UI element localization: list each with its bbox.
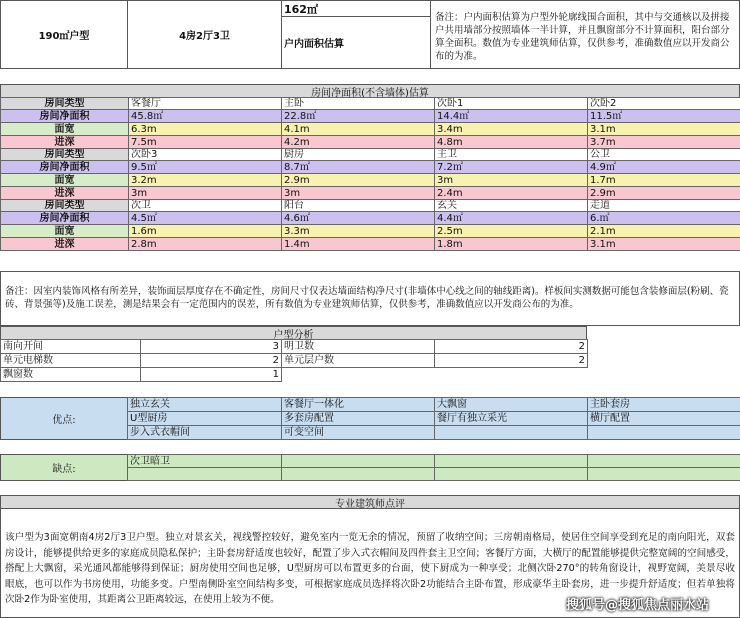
row-label: 进深	[1, 187, 129, 200]
row-label: 房间净面积	[1, 161, 129, 174]
unit-size-label: 190㎡户型	[38, 31, 90, 42]
room-name: 次卫	[129, 200, 282, 212]
room-area: 11.5㎡	[588, 110, 740, 123]
room-depth: 4.2m	[282, 136, 435, 149]
cons-item	[282, 455, 435, 468]
area-label-cell	[281, 16, 431, 69]
analysis-row	[1, 368, 588, 382]
room-name: 阳台	[282, 200, 435, 212]
rooms-note	[0, 271, 740, 326]
room-area-row	[1, 212, 740, 225]
rooms-note-text: 备注：因室内装饰风格有所差异，装饰面层厚度存在不确定性，房间尺寸仅表达墙面结构净尺寸(非墙体中心线之间的轴线距离)。样板间实测数据可能包含装修面层(粉刷、瓷砖、背景强等)及施工误差，测是结果会有一定范围内的误差，所有数值为专业建筑师估算，仅供参考，准确数值应以开发商公布的为准。	[5, 286, 729, 310]
analysis-title	[0, 326, 587, 340]
pros-row	[128, 412, 740, 426]
cons-row	[128, 468, 740, 481]
row-label: 进深	[1, 238, 129, 251]
unit-size-cell	[0, 0, 128, 69]
room-depth: 4.8m	[435, 136, 588, 149]
room-width: 1.7m	[588, 174, 740, 187]
pros-item: 独立玄关	[128, 398, 282, 412]
room-width: 3.2m	[129, 174, 282, 187]
watermark	[566, 594, 709, 613]
analysis-table	[0, 339, 588, 382]
pros-label: 优点:	[52, 415, 76, 426]
room-area: 14.4㎡	[435, 110, 588, 123]
room-name: 公卫	[588, 149, 740, 161]
room-area: 9.5㎡	[129, 161, 282, 174]
analysis-row	[1, 354, 588, 368]
analysis-value: 3	[141, 340, 282, 354]
pros-table	[127, 397, 740, 440]
cons-item	[282, 468, 435, 481]
room-name: 主卫	[435, 149, 588, 161]
room-area: 4.4㎡	[435, 212, 588, 225]
analysis-title-text: 户型分析	[273, 329, 314, 341]
room-depth: 2.4m	[435, 187, 588, 200]
cons-item: 次卫暗卫	[128, 455, 282, 468]
area-note-text: 备注：户内面积估算为户型外轮廓线围合面积，其中与交通核以及拼接户共用墙部分按照墙体一半计算，并且飘窗部分不计算面积，阳台部分算全面积。数值为专业建筑师估算，仅供参考，准确数值应以开发商公布的为准。	[435, 12, 730, 62]
row-label: 进深	[1, 136, 129, 149]
row-label: 房间净面积	[1, 110, 129, 123]
room-width: 2.9m	[282, 174, 435, 187]
room-depth-row	[1, 238, 740, 251]
pros-item: U型厨房	[128, 412, 282, 426]
pros-label-cell	[0, 397, 128, 440]
room-width: 3m	[435, 174, 588, 187]
analysis-value: 2	[141, 354, 282, 368]
room-width-row	[1, 123, 740, 136]
analysis-value: 2	[435, 340, 588, 354]
room-name: 次卧3	[129, 149, 282, 161]
area-label: 户内面积估算	[284, 39, 344, 50]
cons-item	[435, 455, 588, 468]
pros-item: 大飘窗	[435, 398, 588, 412]
layout-label: 4房2厅3卫	[179, 31, 230, 42]
room-width: 1.6m	[129, 225, 282, 238]
room-area: 22.8㎡	[282, 110, 435, 123]
room-area: 4.6㎡	[282, 212, 435, 225]
review-title-text: 专业建筑师点评	[335, 498, 405, 510]
analysis-value: 1	[141, 368, 282, 382]
row-label: 面宽	[1, 123, 129, 136]
analysis-label: 单元层户数	[282, 354, 435, 368]
pros-row	[128, 426, 740, 440]
pros-item: 可变空间	[282, 426, 435, 440]
pros-item: 步入式衣帽间	[128, 426, 282, 440]
room-width: 3.1m	[588, 123, 740, 136]
cons-item	[128, 468, 282, 481]
row-label: 面宽	[1, 174, 129, 187]
row-label: 房间净面积	[1, 212, 129, 225]
pros-item: 多套房配置	[282, 412, 435, 426]
area-value: 162㎡	[284, 2, 318, 16]
room-width: 4.1m	[282, 123, 435, 136]
room-name: 主卧	[282, 98, 435, 110]
cons-label: 缺点:	[52, 464, 76, 475]
room-width-row	[1, 225, 740, 238]
room-depth: 3.7m	[588, 136, 740, 149]
room-depth: 1.8m	[435, 238, 588, 251]
row-label: 房间类型	[1, 200, 129, 212]
room-name: 次卧2	[588, 98, 740, 110]
pros-item: 餐厅有独立采光	[435, 412, 588, 426]
room-depth: 1.4m	[282, 238, 435, 251]
cons-row	[128, 455, 740, 468]
cons-item	[435, 468, 588, 481]
room-area: 6.㎡	[588, 212, 740, 225]
analysis-row	[1, 340, 588, 354]
room-area-row	[1, 110, 740, 123]
room-area-row	[1, 161, 740, 174]
analysis-value: 2	[435, 354, 588, 368]
rooms-table	[0, 97, 740, 251]
analysis-label: 南向开间	[1, 340, 141, 354]
pros-item: 横厅配置	[588, 412, 740, 426]
room-area: 45.8㎡	[129, 110, 282, 123]
watermark-text: 搜狐号@搜狐焦点丽水站	[566, 598, 710, 613]
room-type-row	[1, 200, 740, 212]
pros-item	[588, 426, 740, 440]
empty-cell	[282, 368, 588, 382]
review-text: 该户型为3面宽朝南4房2厅3卫户型。独立对景玄关，视线警控较好，避免室内一览无余的情况，预留了收纳空间；三房朝南格局，使居住空间享受到充足的南向阳光，双套房设计，能够提供给更多的家庭成员隐私保护；主卧套房舒适度也较好，配置了步入式衣帽间及四件套主卫空间；客餐厅方面，大横厅的配置能够提供完整宽阔的空间感受，搭配上大飘窗，采光通风都能够得到保证；厨房使用空间也足够，U型厨房可以布置更多的台面，使下厨成为一种享受；北侧次卧270°的转角窗设计，视野宽阔，美景尽收眼底，也可以作为书房使用，功能多变。户型南侧卧室空间结构多变，可根据家庭成员选择将次卧2功能结合主卧布置，形成豪华主卧套房，进一步提升舒适度；但若单独将次卧2作为卧室使用，其距离公卫距离较远，在使用上较为不便。	[5, 532, 735, 606]
pros-item	[435, 426, 588, 440]
room-width: 3.4m	[435, 123, 588, 136]
area-value-cell	[281, 0, 431, 17]
room-depth: 2.8m	[129, 238, 282, 251]
room-name: 客餐厅	[129, 98, 282, 110]
analysis-label: 明卫数	[282, 340, 435, 354]
rooms-title-text: 房间净面积(不含墙体)估算	[311, 87, 429, 99]
room-name: 走道	[588, 200, 740, 212]
room-area: 4.9㎡	[588, 161, 740, 174]
room-name: 厨房	[282, 149, 435, 161]
cons-item	[588, 468, 740, 481]
cons-table	[127, 454, 740, 481]
room-depth-row	[1, 136, 740, 149]
area-note	[430, 0, 740, 69]
room-name: 次卧1	[435, 98, 588, 110]
room-depth: 2.9m	[588, 187, 740, 200]
room-area: 7.2㎡	[435, 161, 588, 174]
cons-item	[588, 455, 740, 468]
room-depth: 3m	[129, 187, 282, 200]
analysis-label: 单元电梯数	[1, 354, 141, 368]
row-label: 房间类型	[1, 98, 129, 110]
analysis-label: 飘窗数	[1, 368, 141, 382]
room-width-row	[1, 174, 740, 187]
room-type-row	[1, 98, 740, 110]
room-depth: 3m	[282, 187, 435, 200]
cons-label-cell	[0, 454, 128, 481]
review-title	[0, 495, 740, 509]
row-label: 面宽	[1, 225, 129, 238]
room-depth: 3.1m	[588, 238, 740, 251]
room-depth-row	[1, 187, 740, 200]
rooms-title	[0, 84, 740, 98]
room-type-row	[1, 149, 740, 161]
room-width: 2.1m	[588, 225, 740, 238]
room-width: 3.3m	[282, 225, 435, 238]
pros-row	[128, 398, 740, 412]
room-area: 8.7㎡	[282, 161, 435, 174]
pros-item: 客餐厅一体化	[282, 398, 435, 412]
room-width: 2.5m	[435, 225, 588, 238]
row-label: 房间类型	[1, 149, 129, 161]
room-name: 玄关	[435, 200, 588, 212]
room-area: 4.5㎡	[129, 212, 282, 225]
room-depth: 7.5m	[129, 136, 282, 149]
room-width: 6.3m	[129, 123, 282, 136]
pros-item: 主卧套房	[588, 398, 740, 412]
layout-cell	[127, 0, 282, 69]
